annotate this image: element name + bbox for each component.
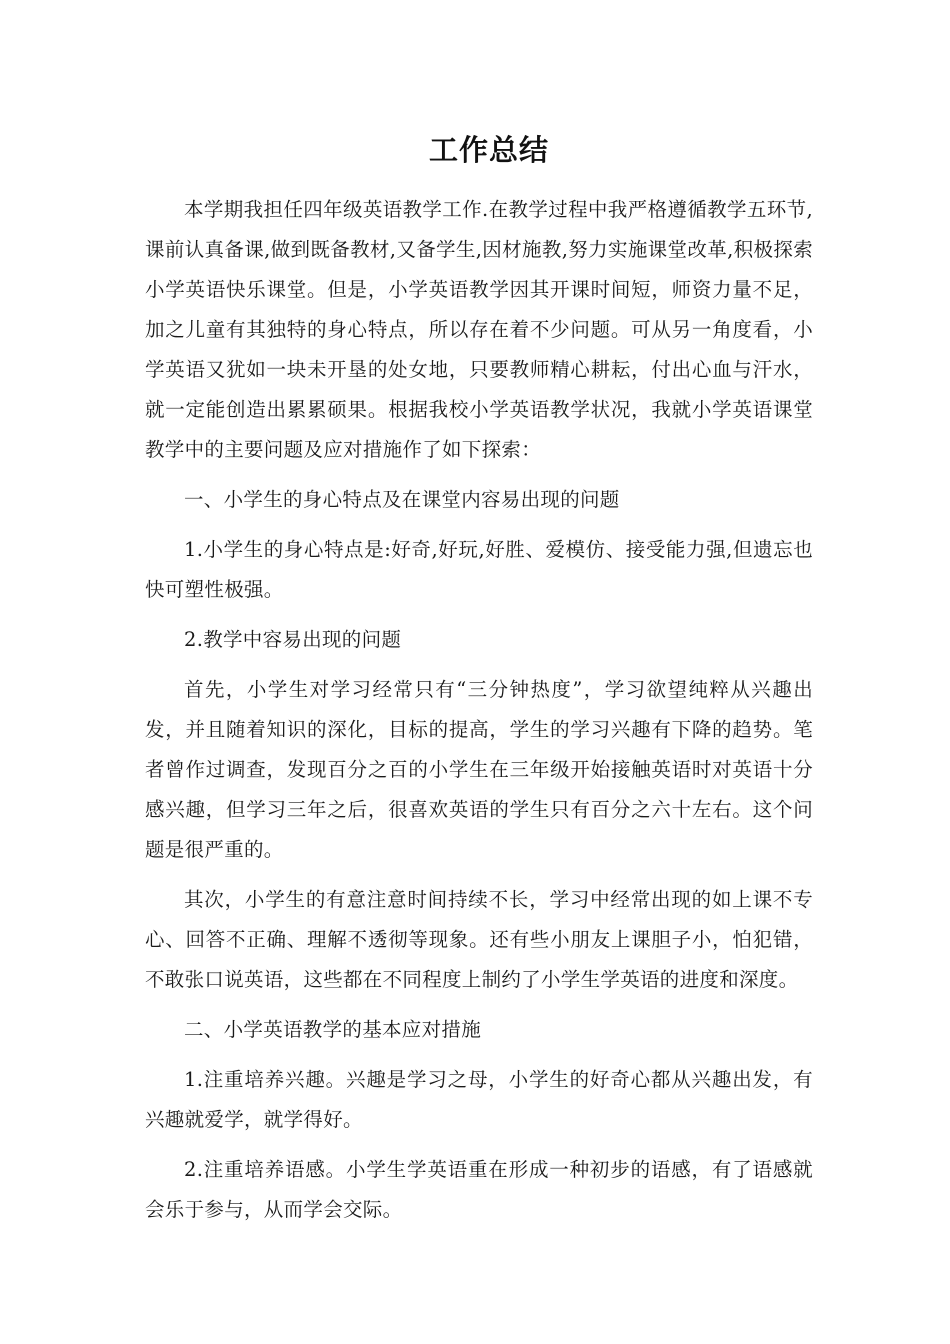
section-heading-1: 一、小学生的身心特点及在课堂内容易出现的问题 xyxy=(184,488,620,511)
paragraph-item-1: 1.小学生的身心特点是:好奇,好玩,好胜、爱模仿、接受能力强,但遗忘也快可塑性极强。 xyxy=(145,538,813,601)
paragraph-intro: 本学期我担任四年级英语教学工作.在教学过程中我严格遵循教学五环节,课前认真备课,做到既备教材,又备学生,因材施教,努力实施课堂改革,积极探索小学英语快乐课堂。但是，小学英语教学因其开课时间短，师资力量不足，加之儿童有其独特的身心特点，所以存在着不少问题。可从另一角度看，小学英语又犹如一块未开垦的处女地，只要教师精心耕耘，付出心血与汗水，就一定能创造出累累硕果。根据我校小学英语教学状况，我就小学英语课堂教学中的主要问题及应对措施作了如下探索： xyxy=(145,198,813,461)
document-body xyxy=(145,190,813,1240)
paragraph-second-point: 其次，小学生的有意注意时间持续不长，学习中经常出现的如上课不专心、回答不正确、理解不透彻等现象。还有些小朋友上课胆子小，怕犯错，不敢张口说英语，这些都在不同程度上制约了小学生学英语的进度和深度。 xyxy=(145,888,813,991)
paragraph-first-point: 首先，小学生对学习经常只有“三分钟热度”，学习欲望纯粹从兴趣出发，并且随着知识的深化，目标的提高，学生的学习兴趣有下降的趋势。笔者曾作过调查，发现百分之百的小学生在三年级开始接触英语时对英语十分感兴趣，但学习三年之后，很喜欢英语的学生只有百分之六十左右。这个问题是很严重的。 xyxy=(145,678,813,861)
section-heading-2: 二、小学英语教学的基本应对措施 xyxy=(184,1018,482,1041)
paragraph-measure-1: 1.注重培养兴趣。兴趣是学习之母，小学生的好奇心都从兴趣出发，有兴趣就爱学，就学得好。 xyxy=(145,1068,813,1131)
paragraph-measure-2: 2.注重培养语感。小学生学英语重在形成一种初步的语感，有了语感就会乐于参与，从而学会交际。 xyxy=(145,1158,813,1221)
document-title: 工作总结 xyxy=(428,133,549,167)
paragraph-item-2: 2.教学中容易出现的问题 xyxy=(184,628,402,651)
